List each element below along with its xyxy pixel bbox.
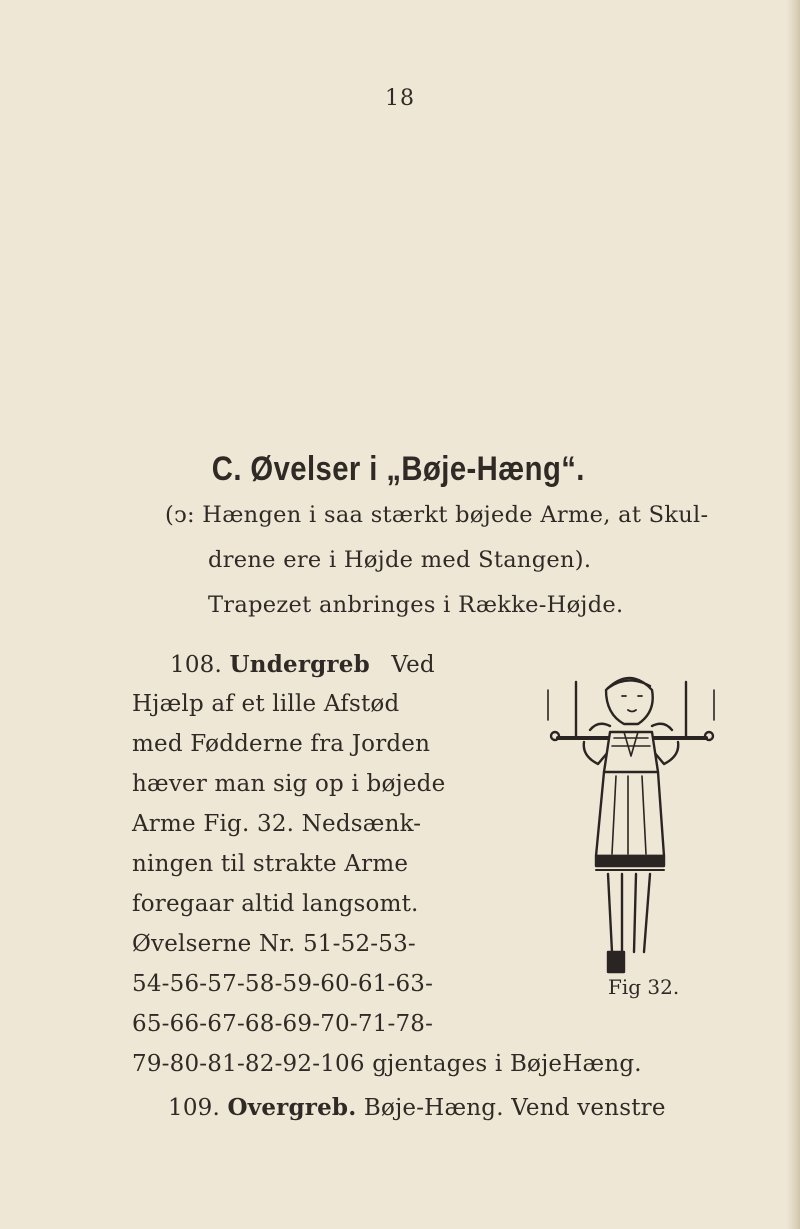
gymnast-skirt: [596, 772, 664, 856]
figure-gymnast-bent-arm-hang: [538, 660, 724, 980]
exercise-108-line-5: ningen til strakte Arme: [132, 851, 409, 877]
exercise-108-line-0: Ved: [391, 652, 435, 678]
exercise-108-line-3: hæver man sig op i bøjede: [132, 771, 446, 797]
gymnast-shoes: [608, 952, 624, 972]
exercise-109-title: Overgreb.: [227, 1094, 357, 1121]
bar-end-right: [705, 732, 713, 740]
exercise-108-line-8: 54-56-57-58-59-60-61-63-: [132, 971, 434, 997]
page-number: 18: [385, 86, 415, 111]
intro-line-1: (ↄ: Hængen i saa stærkt bøjede Arme, at Skul-: [165, 502, 709, 528]
figure-caption: Fig 32.: [608, 975, 680, 999]
exercise-108-line-10: 79-80-81-82-92-106 gjentages i BøjeHæng.: [132, 1051, 642, 1077]
gymnast-arm-left: [584, 742, 608, 764]
exercise-108-line-7: Øvelserne Nr. 51-52-53-: [132, 931, 416, 957]
gymnast-leg-right: [634, 874, 650, 952]
exercise-108-heading-line: [170, 651, 435, 678]
exercise-108-line-4: Arme Fig. 32. Nedsænk-: [132, 811, 422, 837]
exercise-108-title: Undergreb: [229, 651, 370, 678]
exercise-108-line-9: 65-66-67-68-69-70-71-78-: [132, 1011, 434, 1037]
exercise-108-number: 108.: [170, 652, 223, 678]
intro-line-2: drene ere i Højde med Stangen).: [208, 547, 592, 573]
gymnast-belt: [596, 856, 664, 866]
exercise-109-line: [168, 1094, 666, 1121]
exercise-108-line-6: foregaar altid langsomt.: [132, 891, 419, 917]
bar-end-left: [551, 732, 559, 740]
gymnast-leg-left: [608, 874, 622, 952]
gymnast-arm-right: [654, 742, 678, 764]
intro-line-3: Trapezet anbringes i Række-Højde.: [208, 592, 624, 618]
exercise-109-number: 109.: [168, 1095, 221, 1121]
page-edge: [786, 0, 800, 1229]
section-heading: C. Øvelser i „Bøje-Hæng“.: [211, 450, 585, 488]
exercise-108-line-2: med Fødderne fra Jorden: [132, 731, 431, 757]
exercise-108-line-1: Hjælp af et lille Afstød: [132, 691, 400, 717]
exercise-109-text: Bøje-Hæng. Vend venstre: [363, 1095, 666, 1121]
